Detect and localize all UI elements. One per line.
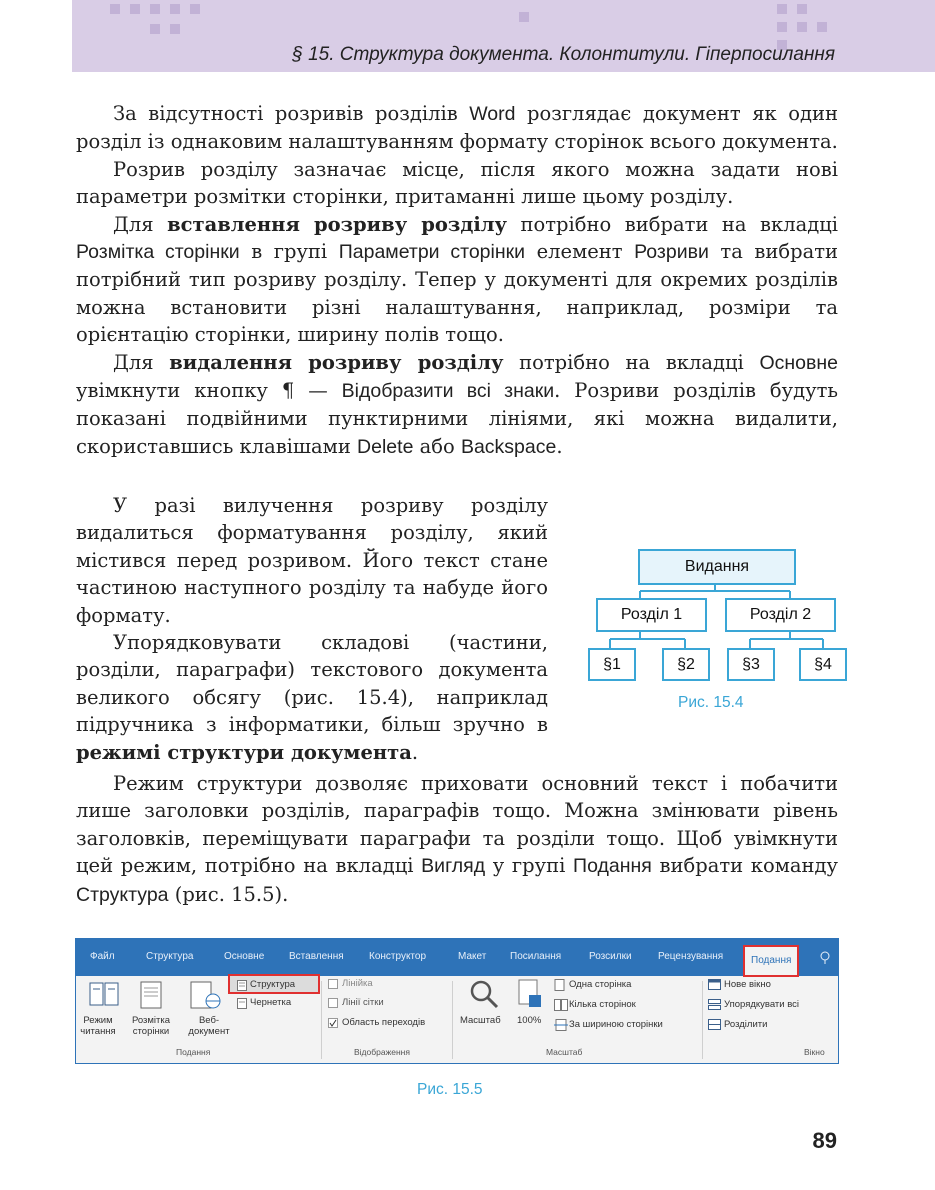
tab-outline[interactable]: Структура <box>146 951 194 962</box>
multiple-pages-icon <box>554 999 568 1011</box>
diagram-paragraph-4: §4 <box>799 648 847 681</box>
print-layout-button[interactable]: Розмітка сторінки <box>131 1015 171 1037</box>
draft-icon <box>237 998 247 1009</box>
diagram-section-1: Розділ 1 <box>596 598 707 632</box>
ribbon-tab-bar <box>76 939 838 976</box>
page-number: 89 <box>812 1128 837 1153</box>
body-text-bottom <box>76 770 838 909</box>
view-group-label: Подання <box>176 1047 211 1057</box>
new-window-icon <box>708 979 721 990</box>
paragraph-3: Для вставлення розриву розділу потрібно вибрати на вкладці Розмітка сторінки в групі Параметри сторінки елемент Розриви та вибрати потрібний тип розриву розділу. Тепер у документі для окремих розділів можна встановити різні налаштування, наприклад, розміри та орієнтацію сторінки, ширину полів тощо. <box>76 212 839 347</box>
tab-review[interactable]: Рецензування <box>658 951 724 962</box>
ruler-checkbox[interactable] <box>328 979 338 989</box>
tab-mailings[interactable]: Розсилки <box>589 951 632 962</box>
one-page-icon <box>554 979 566 991</box>
tab-home[interactable]: Основне <box>224 951 265 962</box>
split-icon <box>708 1019 721 1030</box>
page-width-icon <box>554 1019 568 1031</box>
zoom-100-button[interactable]: 100% <box>517 1015 542 1026</box>
outline-button-label: Структура <box>250 979 296 990</box>
split-button[interactable]: Розділити <box>724 1019 768 1030</box>
zoom-group-label: Масштаб <box>546 1047 583 1057</box>
diagram-section-2: Розділ 2 <box>725 598 836 632</box>
paragraph-4: Для видалення розриву розділу потрібно на вкладці Основне увімкнути кнопку ¶ — Відобразити всі знаки. Розриви розділів будуть показані подвійними пунктирними лініями, які можна видалити, скориставшись клавішами Delete або Backspace. <box>76 350 838 458</box>
structure-diagram <box>585 545 845 725</box>
diagram-caption: Рис. 15.4 <box>678 694 744 711</box>
diagram-paragraph-1: §1 <box>588 648 636 681</box>
diagram-paragraph-3: §3 <box>727 648 775 681</box>
group-separator-1 <box>321 981 322 1059</box>
paragraph-2: Розрив розділу зазначає місце, після якого можна задати нові параметри розмітки сторінки, притаманні лише цьому розділу. <box>76 157 838 209</box>
web-layout-icon[interactable] <box>189 981 221 1011</box>
group-separator-3 <box>702 981 703 1059</box>
new-window-button[interactable]: Нове вікно <box>724 979 771 990</box>
one-page-button[interactable]: Одна сторінка <box>569 979 632 990</box>
body-text-top <box>76 100 838 461</box>
outline-icon <box>237 980 247 991</box>
draft-button[interactable]: Чернетка <box>250 997 292 1008</box>
gridlines-label: Лінії сітки <box>342 997 384 1008</box>
group-separator-2 <box>452 981 453 1059</box>
tab-layout[interactable]: Макет <box>458 951 487 962</box>
ruler-label: Лінійка <box>342 978 373 989</box>
arrange-all-button[interactable]: Упорядкувати всі <box>724 999 800 1010</box>
word-ribbon <box>75 938 839 1064</box>
navigation-pane-label: Область переходів <box>342 1017 426 1028</box>
tab-view[interactable]: Подання <box>743 945 799 977</box>
paragraph-6: Упорядковувати складові (частини, розділи, параграфи) текстового документа великого обсягу (рис. 15.4), наприклад підручника з інформатики, більш зручно в режимі структури документа. <box>76 631 548 764</box>
multiple-pages-button[interactable]: Кілька сторінок <box>569 999 636 1010</box>
tab-references[interactable]: Посилання <box>510 951 562 962</box>
zoom-magnifier-icon[interactable] <box>469 979 499 1009</box>
read-mode-icon[interactable] <box>89 981 119 1009</box>
body-text-narrow <box>76 492 548 766</box>
zoom-100-icon[interactable] <box>517 979 543 1011</box>
paragraph-1: За відсутності розривів розділів Word розглядає документ як один розділ із однаковим налаштуванням формату сторінок всього документа. <box>76 102 838 154</box>
tab-file[interactable]: Файл <box>90 951 115 962</box>
lightbulb-icon[interactable] <box>820 951 830 965</box>
page-width-button[interactable]: За шириною сторінки <box>569 1019 663 1030</box>
tab-insert[interactable]: Вставлення <box>289 951 344 962</box>
window-group-label: Вікно <box>804 1047 825 1057</box>
gridlines-checkbox[interactable] <box>328 998 338 1008</box>
diagram-root-box: Видання <box>638 549 796 585</box>
paragraph-7: Режим структури дозволяє приховати основний текст і побачити лише заголовки розділів, параграфів тощо. Можна змінювати рівень заголовків, переміщувати параграфи та розділи тощо. Щоб увімкнути цей режим, потрібно на вкладці Вигляд у групі Подання вибрати команду Структура (рис. 15.5). <box>76 772 839 906</box>
diagram-paragraph-2: §2 <box>662 648 710 681</box>
page-header-title: § 15. Структура документа. Колонтитули. Гіперпосилання <box>292 44 835 65</box>
arrange-all-icon <box>708 999 721 1010</box>
navigation-pane-checkbox[interactable] <box>328 1018 338 1028</box>
read-mode-button[interactable]: Режим читання <box>80 1015 116 1037</box>
print-layout-icon[interactable] <box>139 981 163 1009</box>
tab-design[interactable]: Конструктор <box>369 951 427 962</box>
figure-caption: Рис. 15.5 <box>417 1081 483 1098</box>
paragraph-5: У разі вилучення розриву розділу видалиться форматування розділу, який містився перед розривом. Його текст стане частиною наступного розділу та набуде його формату. <box>76 494 548 627</box>
zoom-button[interactable]: Масштаб <box>460 1015 501 1026</box>
show-group-label: Відображення <box>354 1047 410 1057</box>
web-layout-button[interactable]: Веб-документ <box>188 1015 230 1037</box>
